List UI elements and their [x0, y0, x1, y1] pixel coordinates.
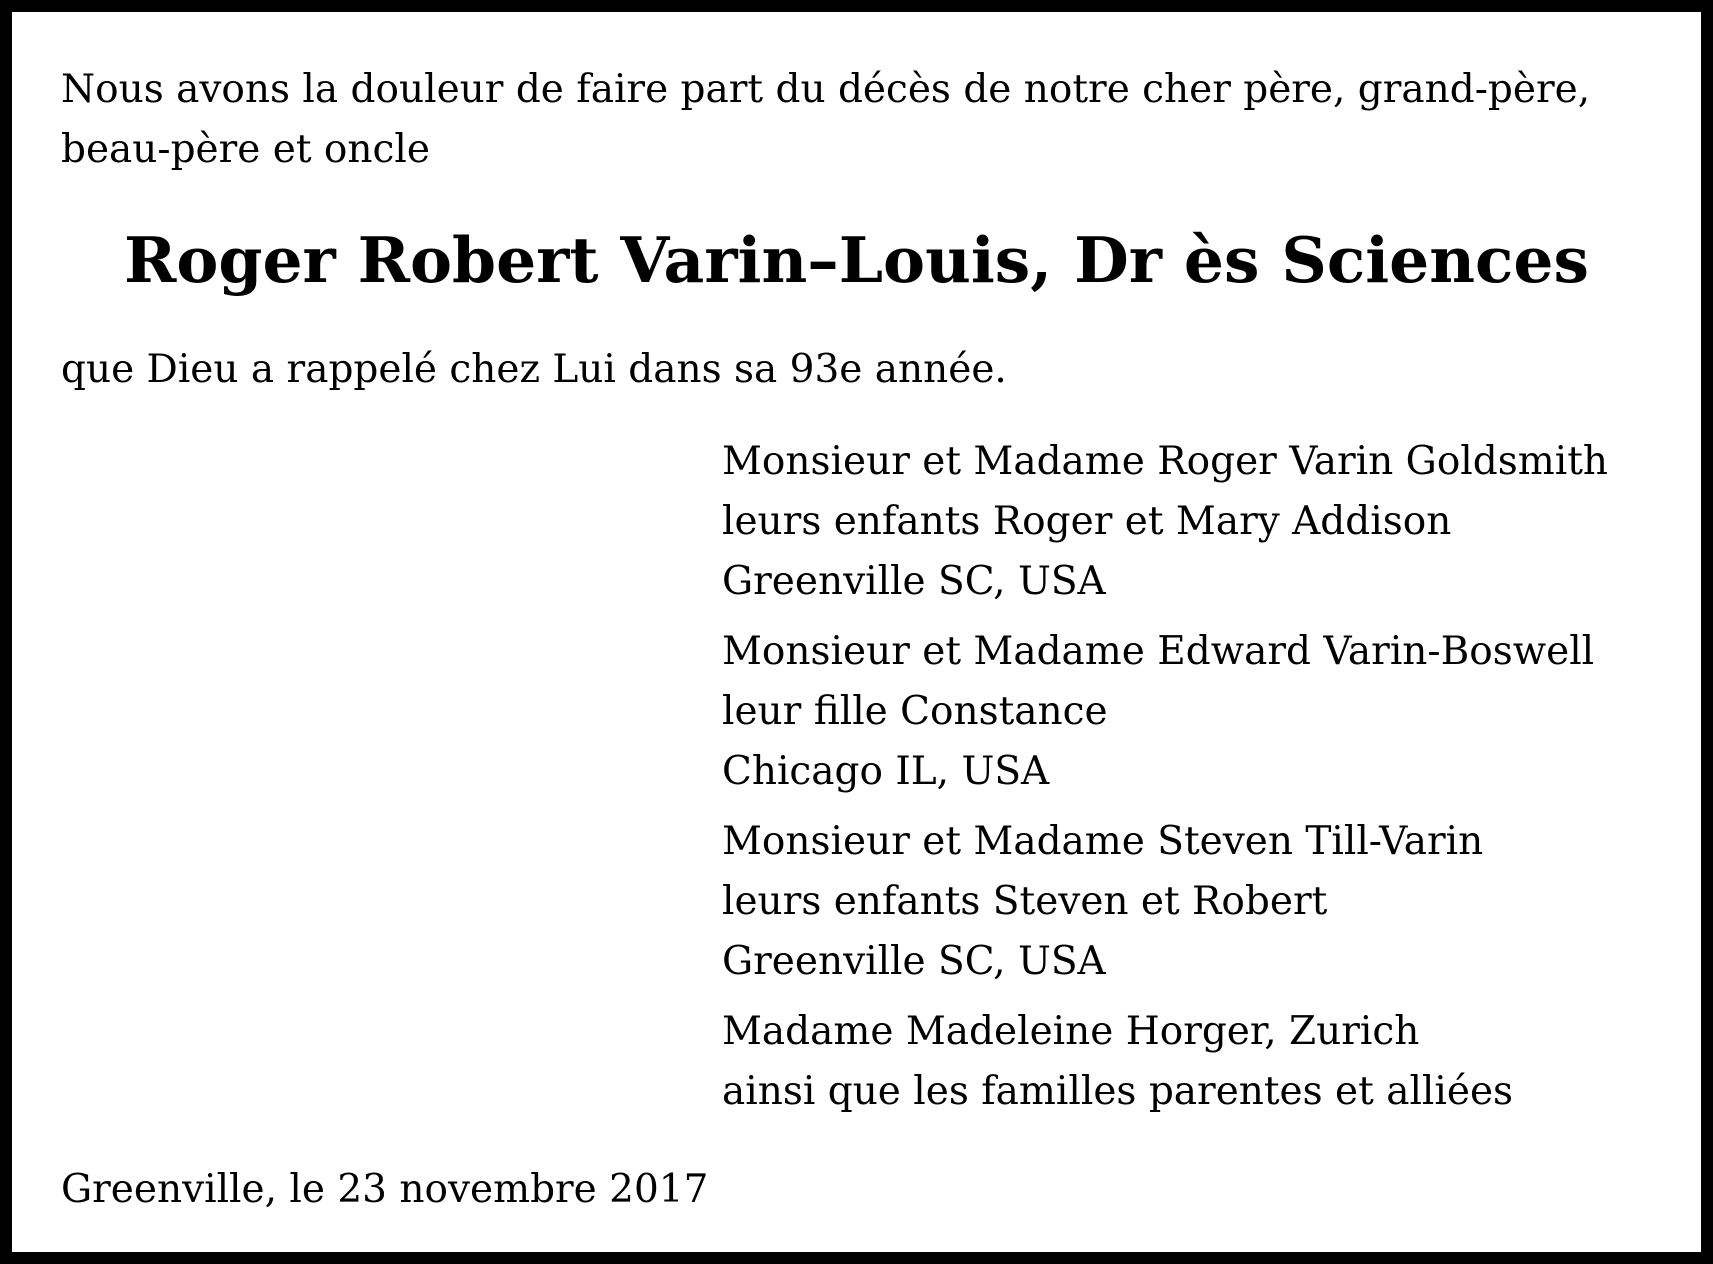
- family-group: [722, 1002, 1702, 1122]
- intro-line: beau-père et oncle: [61, 127, 430, 172]
- deceased-name: Roger Robert Varin–Louis, Dr ès Sciences: [124, 223, 1589, 297]
- family-line: Chicago IL, USA: [722, 749, 1050, 794]
- family-line: ainsi que les familles parentes et alliées: [722, 1069, 1514, 1114]
- family-line: leur fille Constance: [722, 689, 1108, 734]
- family-line: Monsieur et Madame Roger Varin Goldsmith: [722, 439, 1608, 484]
- family-list: [722, 432, 1702, 1132]
- family-line: Monsieur et Madame Steven Till-Varin: [722, 819, 1484, 864]
- intro-line: Nous avons la douleur de faire part du décès de notre cher père, grand-père,: [61, 67, 1591, 112]
- family-group: [722, 432, 1702, 612]
- family-line: leurs enfants Steven et Robert: [722, 879, 1328, 924]
- place-and-date: Greenville, le 23 novembre 2017: [61, 1167, 709, 1212]
- family-line: Madame Madeleine Horger, Zurich: [722, 1009, 1420, 1054]
- family-line: leurs enfants Roger et Mary Addison: [722, 499, 1452, 544]
- family-line: Greenville SC, USA: [722, 559, 1106, 604]
- family-group: [722, 622, 1702, 802]
- family-group: [722, 812, 1702, 992]
- intro-text: [61, 60, 1671, 180]
- passing-phrase: que Dieu a rappelé chez Lui dans sa 93e année.: [61, 347, 1007, 392]
- family-line: Monsieur et Madame Edward Varin-Boswell: [722, 629, 1595, 674]
- family-line: Greenville SC, USA: [722, 939, 1106, 984]
